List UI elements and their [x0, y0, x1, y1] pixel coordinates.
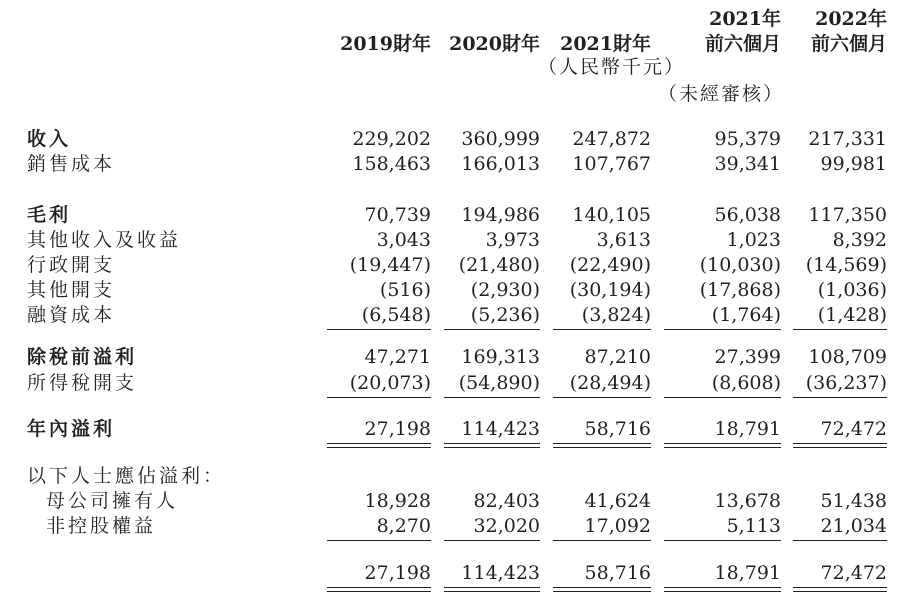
cell-value: 140,105: [572, 204, 651, 226]
cell-value: 99,981: [820, 153, 887, 175]
cell-value: 169,313: [461, 346, 540, 368]
row-label: 除稅前溢利: [27, 346, 138, 368]
cell-value: 8,392: [832, 229, 887, 251]
cell-value: (30,194): [569, 279, 651, 301]
cell-value: 360,999: [461, 128, 540, 150]
underline-rule: [793, 443, 887, 444]
row-label: 非控股權益: [46, 515, 157, 537]
column-header-line2: 前六個月: [704, 33, 781, 55]
cell-value: (21,480): [458, 254, 540, 276]
cell-value: (5,236): [470, 304, 540, 326]
unaudited-note: （未經審核）: [658, 83, 785, 105]
cell-value: (19,447): [349, 254, 431, 276]
underline-rule: [444, 443, 540, 444]
cell-value: 18,791: [714, 562, 781, 584]
cell-value: 5,113: [726, 515, 781, 537]
cell-value: 1,023: [726, 229, 781, 251]
cell-value: 18,791: [714, 418, 781, 440]
underline-rule: [793, 397, 887, 398]
row-label: 行政開支: [27, 254, 116, 276]
cell-value: 3,973: [485, 229, 540, 251]
cell-value: 247,872: [572, 128, 651, 150]
cell-value: 17,092: [584, 515, 651, 537]
underline-rule: [553, 443, 651, 444]
underline-rule: [444, 397, 540, 398]
cell-value: (20,073): [349, 372, 431, 394]
cell-value: 58,716: [584, 562, 651, 584]
column-header-line2: 前六個月: [810, 33, 887, 55]
cell-value: 107,767: [572, 153, 651, 175]
currency-unit-note: （人民幣千元）: [538, 56, 686, 78]
cell-value: (28,494): [569, 372, 651, 394]
cell-value: (8,608): [711, 372, 781, 394]
underline-rule: [664, 329, 781, 330]
cell-value: 117,350: [808, 204, 887, 226]
underline-rule: [664, 443, 781, 444]
column-header-line2: 2019財年: [340, 33, 431, 55]
underline-rule: [444, 447, 540, 448]
column-header-line2: 2021財年: [560, 33, 651, 55]
underline-rule: [553, 540, 651, 541]
underline-rule: [327, 443, 431, 444]
cell-value: 8,270: [376, 515, 431, 537]
cell-value: 13,678: [714, 490, 781, 512]
row-label: 以下人士應佔溢利：: [27, 465, 226, 487]
cell-value: 18,928: [364, 490, 431, 512]
column-header-line2: 2020財年: [449, 33, 540, 55]
underline-rule: [664, 540, 781, 541]
cell-value: 27,399: [714, 346, 781, 368]
underline-rule: [327, 397, 431, 398]
cell-value: 3,043: [376, 229, 431, 251]
cell-value: 229,202: [352, 128, 431, 150]
row-label: 母公司擁有人: [46, 490, 179, 512]
column-header-line1: 2022年: [815, 8, 887, 30]
cell-value: 158,463: [352, 153, 431, 175]
row-label: 所得稅開支: [27, 372, 138, 394]
cell-value: 114,423: [461, 562, 540, 584]
underline-rule: [553, 447, 651, 448]
row-label: 其他開支: [27, 279, 116, 301]
cell-value: 194,986: [461, 204, 540, 226]
cell-value: 27,198: [364, 562, 431, 584]
cell-value: (22,490): [569, 254, 651, 276]
cell-value: 58,716: [584, 418, 651, 440]
cell-value: (3,824): [581, 304, 651, 326]
cell-value: 21,034: [820, 515, 887, 537]
cell-value: 41,624: [584, 490, 651, 512]
underline-rule: [327, 329, 431, 330]
row-label: 銷售成本: [27, 153, 116, 175]
underline-rule: [327, 540, 431, 541]
cell-value: (10,030): [699, 254, 781, 276]
cell-value: (54,890): [458, 372, 540, 394]
cell-value: (516): [379, 279, 431, 301]
cell-value: (1,764): [711, 304, 781, 326]
underline-rule: [664, 397, 781, 398]
cell-value: 39,341: [714, 153, 781, 175]
row-label: 年內溢利: [27, 418, 116, 440]
cell-value: 3,613: [596, 229, 651, 251]
cell-value: 217,331: [808, 128, 887, 150]
cell-value: 56,038: [714, 204, 781, 226]
row-label: 收入: [27, 128, 72, 150]
cell-value: (6,548): [361, 304, 431, 326]
underline-rule: [327, 587, 431, 588]
cell-value: 47,271: [364, 346, 431, 368]
underline-rule: [444, 540, 540, 541]
underline-rule: [793, 447, 887, 448]
cell-value: 114,423: [461, 418, 540, 440]
underline-rule: [664, 591, 781, 592]
column-header-line1: 2021年: [709, 8, 781, 30]
cell-value: 72,472: [820, 562, 887, 584]
cell-value: 95,379: [714, 128, 781, 150]
underline-rule: [793, 591, 887, 592]
row-label: 毛利: [27, 204, 72, 226]
underline-rule: [664, 587, 781, 588]
underline-rule: [327, 447, 431, 448]
underline-rule: [793, 329, 887, 330]
cell-value: (2,930): [470, 279, 540, 301]
underline-rule: [793, 540, 887, 541]
row-label: 其他收入及收益: [27, 229, 182, 251]
cell-value: 70,739: [364, 204, 431, 226]
row-label: 融資成本: [27, 304, 116, 326]
cell-value: (17,868): [699, 279, 781, 301]
underline-rule: [444, 587, 540, 588]
cell-value: (1,036): [817, 279, 887, 301]
underline-rule: [444, 591, 540, 592]
underline-rule: [553, 329, 651, 330]
cell-value: (1,428): [817, 304, 887, 326]
cell-value: 108,709: [808, 346, 887, 368]
underline-rule: [553, 591, 651, 592]
underline-rule: [553, 397, 651, 398]
cell-value: 72,472: [820, 418, 887, 440]
cell-value: 166,013: [461, 153, 540, 175]
underline-rule: [553, 587, 651, 588]
cell-value: 82,403: [473, 490, 540, 512]
underline-rule: [444, 329, 540, 330]
underline-rule: [793, 587, 887, 588]
underline-rule: [327, 591, 431, 592]
cell-value: 32,020: [473, 515, 540, 537]
cell-value: 27,198: [364, 418, 431, 440]
cell-value: (36,237): [805, 372, 887, 394]
cell-value: 87,210: [584, 346, 651, 368]
cell-value: (14,569): [805, 254, 887, 276]
underline-rule: [664, 447, 781, 448]
cell-value: 51,438: [820, 490, 887, 512]
